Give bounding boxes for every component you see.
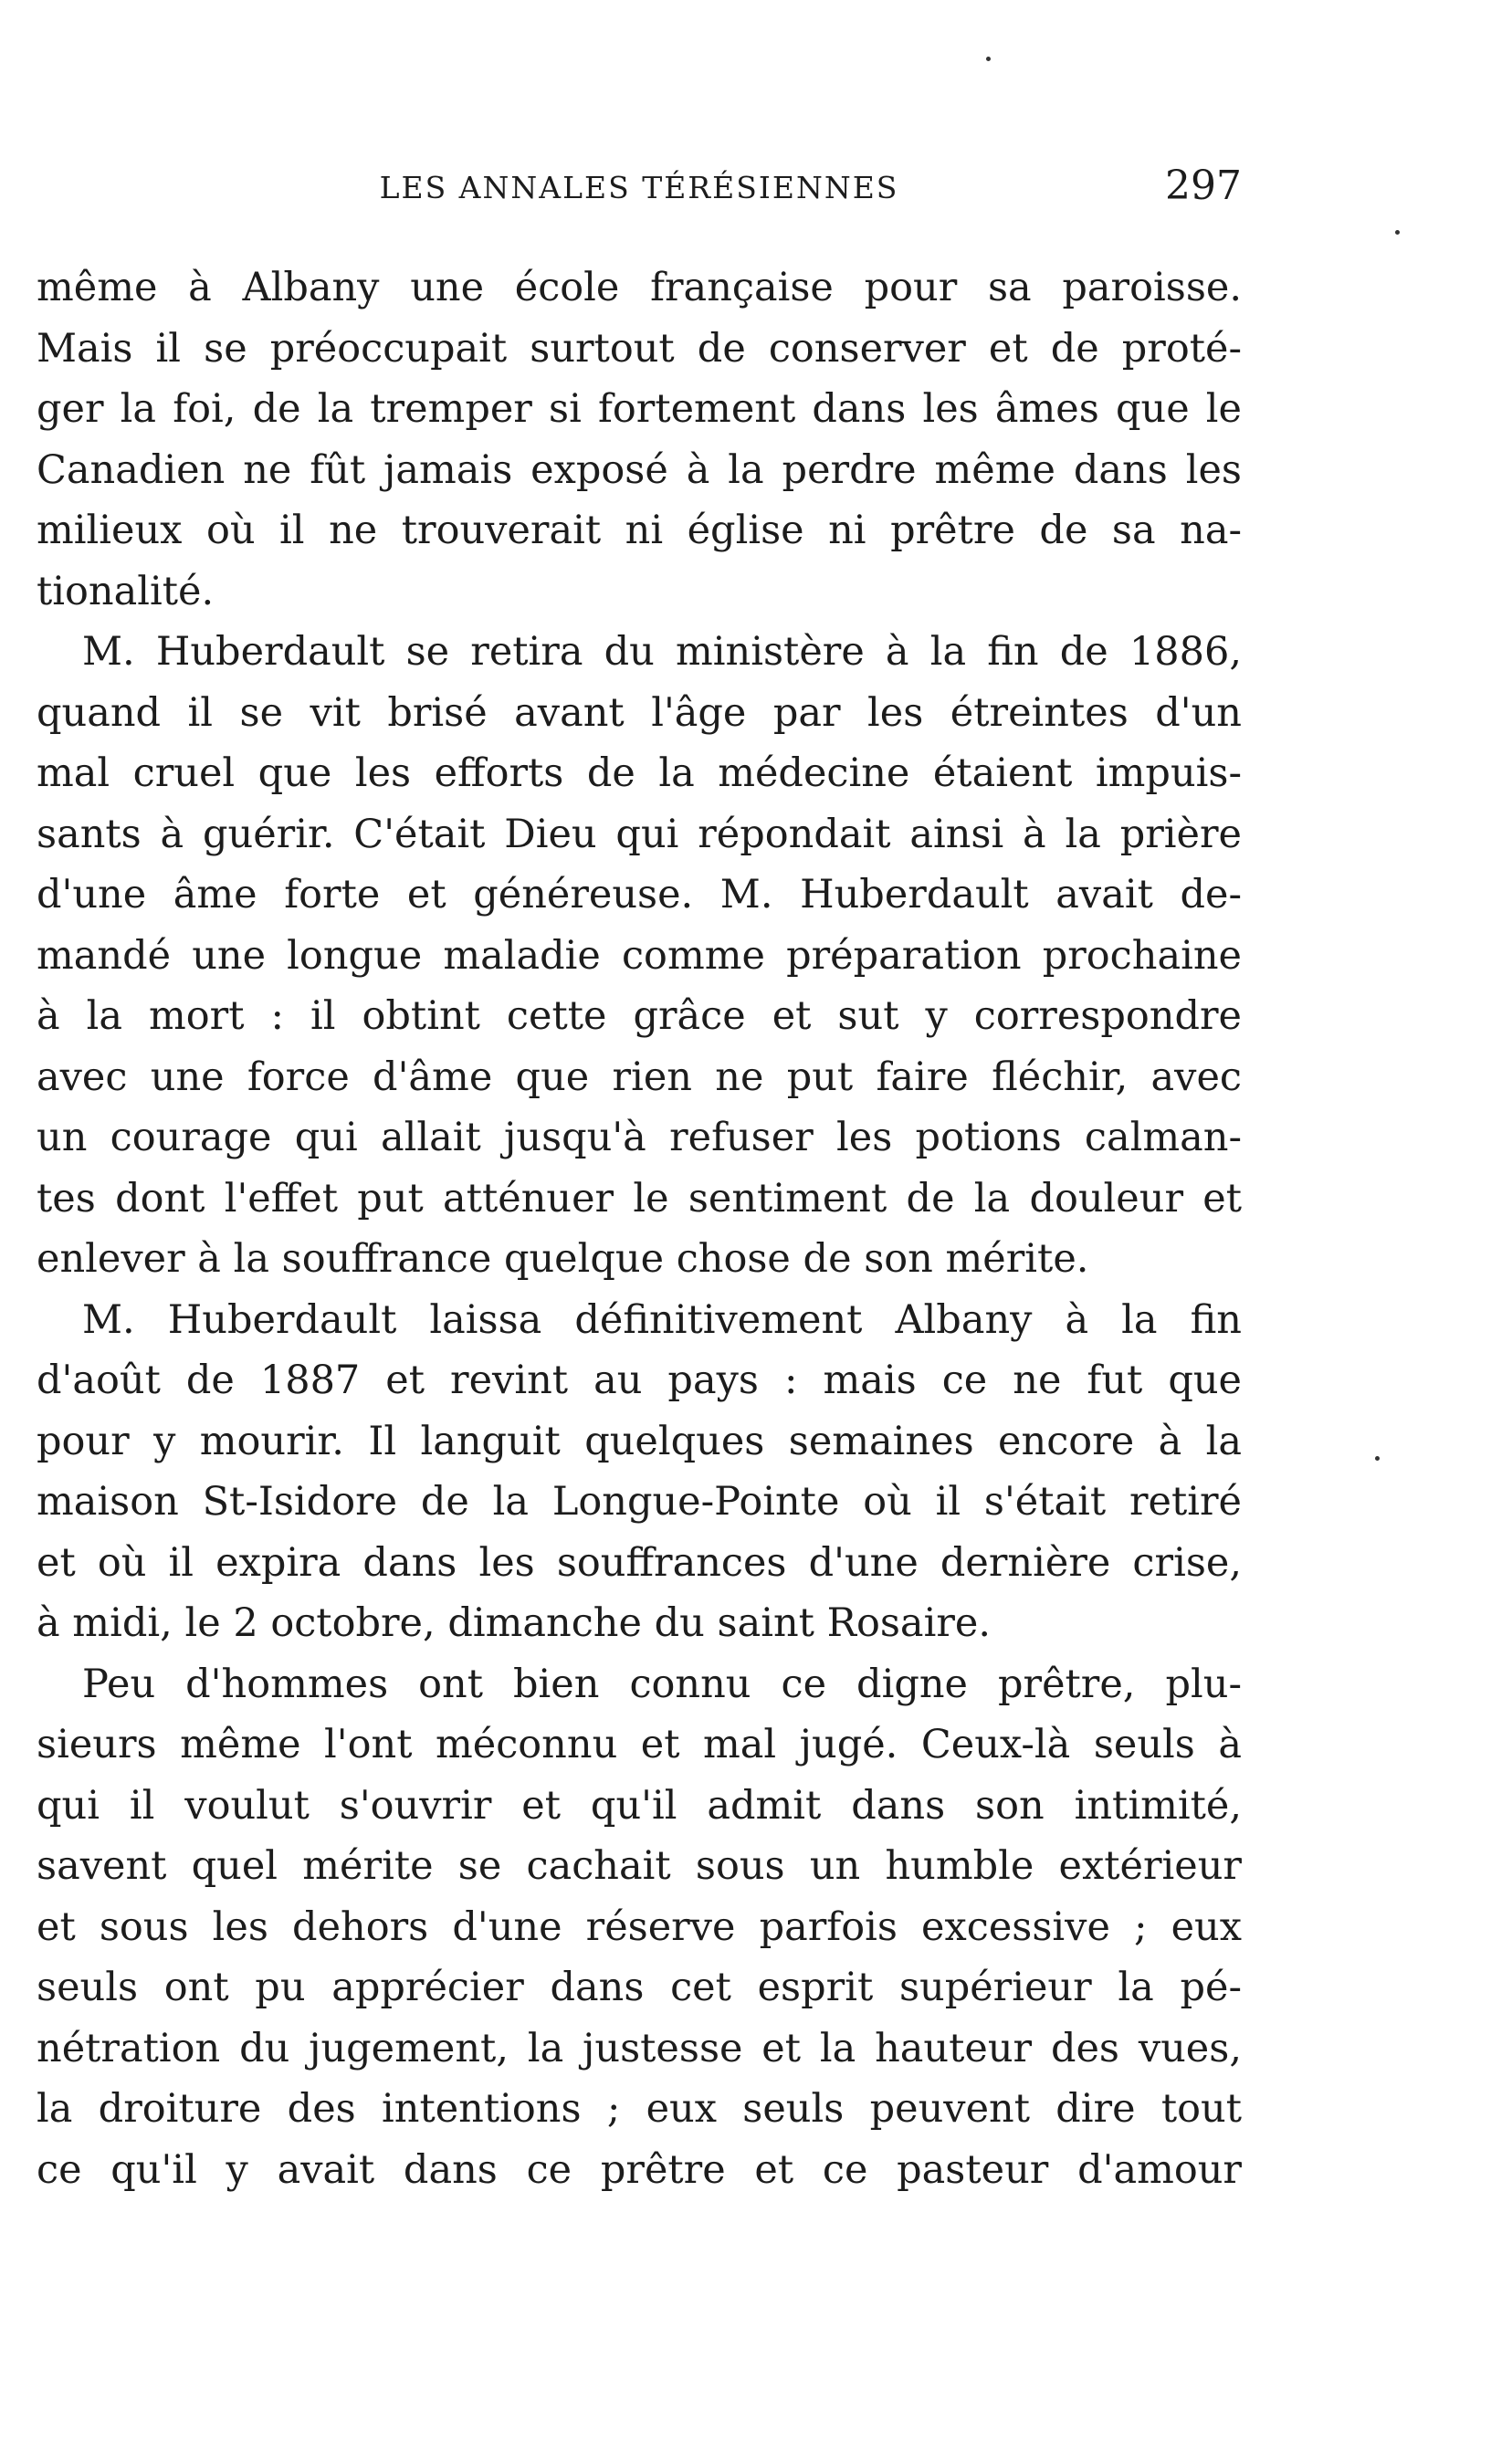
page-number: 297 (1165, 163, 1242, 209)
text-line: à midi, le 2 octobre, dimanche du saint Rosaire. (37, 1600, 991, 1646)
text-line: un courage qui allait jusqu'à refuser les potions calman- (37, 1115, 1242, 1160)
text-line: Mais il se préoccupait surtout de conserver et de proté- (37, 325, 1242, 372)
page-header (37, 163, 1242, 217)
text-line: tionalité. (37, 568, 215, 614)
text-line: et où il expira dans les souffrances d'une dernière crise, (37, 1539, 1242, 1586)
text-line: milieux où il ne trouverait ni église ni prêtre de sa na- (37, 508, 1242, 553)
text-line: savent quel mérite se cachait sous un humble extérieur (37, 1843, 1242, 1889)
text-line: la droiture des intentions ; eux seuls peuvent dire tout (37, 2086, 1242, 2132)
print-speck (1375, 1456, 1380, 1461)
text-line: nétration du jugement, la justesse et la hauteur des vues, (37, 2025, 1242, 2071)
text-line: et sous les dehors d'une réserve parfois excessive ; eux (37, 1903, 1242, 1950)
text-line: pour y mourir. Il languit quelques semaines encore à la (37, 1418, 1242, 1464)
text-line: ger la foi, de la tremper si fortement dans les âmes que le (37, 386, 1242, 432)
text-line: tes dont l'effet put atténuer le sentiment de la douleur et (37, 1175, 1242, 1222)
text-line: avec une force d'âme que rien ne put faire fléchir, avec (37, 1054, 1242, 1100)
body-text (37, 257, 1242, 2200)
print-speck (986, 57, 991, 61)
text-line: d'août de 1887 et revint au pays : mais ce ne fut que (37, 1358, 1242, 1403)
text-line: à la mort : il obtint cette grâce et sut y correspondre (37, 993, 1242, 1039)
text-line: sieurs même l'ont méconnu et mal jugé. Ceux-là seuls à (37, 1722, 1242, 1767)
text-line: qui il voulut s'ouvrir et qu'il admit dans son intimité, (37, 1782, 1242, 1829)
text-line: mandé une longue maladie comme préparation prochaine (37, 932, 1242, 979)
text-line: Peu d'hommes ont bien connu ce digne prêtre, plu- (82, 1661, 1242, 1707)
text-line: seuls ont pu apprécier dans cet esprit supérieur la pé- (37, 1965, 1242, 2010)
text-line: d'une âme forte et généreuse. M. Huberdault avait de- (37, 872, 1242, 917)
text-line: M. Huberdault se retira du ministère à la fin de 1886, (82, 629, 1242, 675)
text-line: mal cruel que les efforts de la médecine étaient impuis- (37, 750, 1242, 796)
print-speck (1395, 230, 1400, 235)
text-line: M. Huberdault laissa définitivement Albany à la fin (82, 1296, 1242, 1343)
running-title: LES ANNALES TÉRÉSIENNES (379, 170, 899, 205)
text-line: ce qu'il y avait dans ce prêtre et ce pasteur d'amour (37, 2146, 1242, 2193)
text-line: même à Albany une école française pour sa paroisse. (37, 265, 1242, 310)
text-line: sants à guérir. C'était Dieu qui répondait ainsi à la prière (37, 811, 1242, 857)
text-line: quand il se vit brisé avant l'âge par les étreintes d'un (37, 689, 1242, 736)
text-line: maison St-Isidore de la Longue-Pointe où il s'était retiré (37, 1479, 1242, 1525)
text-line: Canadien ne fût jamais exposé à la perdre même dans les (37, 446, 1242, 493)
text-line: enlever à la souffrance quelque chose de son mérite. (37, 1236, 1089, 1282)
